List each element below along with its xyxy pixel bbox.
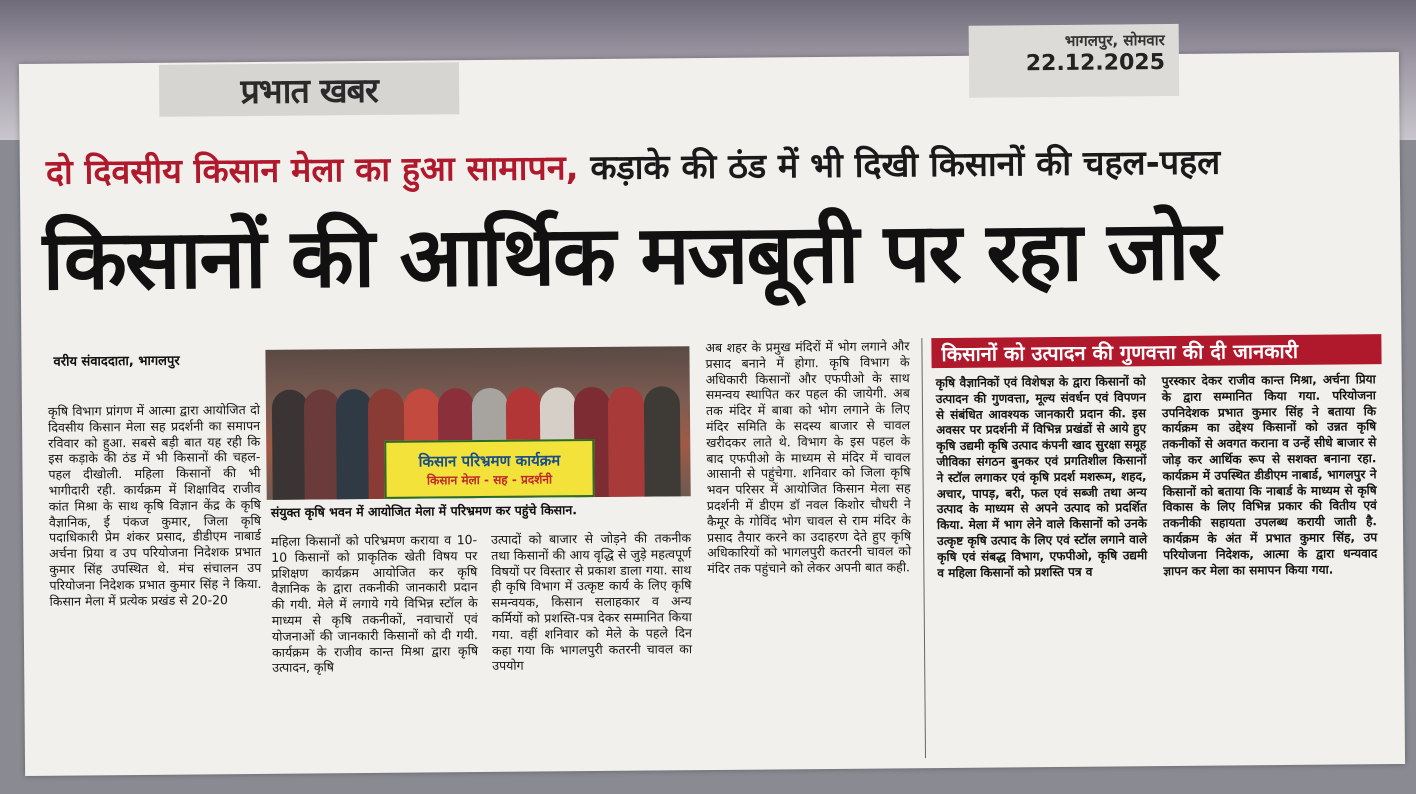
sidebar-column-1: कृषि वैज्ञानिकों एवं विशेषज्ञ के द्वारा किसानों को उत्पादन की गुणवत्ता, मूल्य संवर्धन एवं विपणन से संबंधित आवश्यक जानकारी प्रदान की. इस अवसर पर प्रदर्शनी में विभिन्न प्रखंडों से आये हुए कृषि उद्यमी कृषि उत्पाद कंपनी खाद सुरक्षा समूह जीविका संगठन बुनकर एवं प्रगतिशील किसानों ने स्टॉल लगाकर एवं कृषि प्रदर्श मशरूम, शहद, अचार, पापड़, बरी, फल एवं सब्जी तथा अन्य उत्पाद के माध्यम से अपने उत्पाद को प्रदर्शित किया. मेला में भाग लेने वाले किसानों को उनके उत्कृष्ट कृषि उत्पाद के लिए एवं स्टॉल लगाने वाले कृषि एवं संबद्ध विभाग, एफपीओ, कृषि उद्यमी व महिला किसानों को प्रशस्ति पत्र व — [935, 374, 1148, 580]
photo-banner-line2: किसान मेला - सह - प्रदर्शनी — [426, 471, 553, 487]
article-column-3: उत्पादों को बाजार से जोड़ने की तकनीक तथा किसानों की आय वृद्धि से जुड़े महत्वपूर्ण विषयों पर विस्तार से प्रकाश डाला गया. साथ ही कृषि विभाग में उत्कृष्ट कार्य के लिए कृषि समन्वयक, किसान सलाहकार व अन्य कर्मियों को प्रशस्ति-पत्र देकर सम्मानित किया गया. वहीं शनिवार को मेले के पहले दिन कहा गया कि भागलपुरी कतरनी चावल का उपयोग — [491, 530, 693, 674]
column-divider — [921, 338, 926, 758]
article-column-4: अब शहर के प्रमुख मंदिरों में भोग लगाने और प्रसाद बनाने में होगा. कृषि विभाग के अधिकारी किसानों और एफपीओ के साथ समन्वय स्थापित कर पहल की जायेगी. अब तक मंदिर में बाबा को भोग लगाने के लिए मंदिर समिति के सदस्य बाजार से चावल खरीदकर लाते थे. विभाग के इस पहल के बाद एफपीओ के माध्यम से मंदिर में चावल आसानी से पहुंचेगा. शनिवार को जिला कृषि भवन परिसर में आयोजित किसान मेला सह प्रदर्शनी में डीएम डॉ नवल किशोर चौधरी ने कैमूर के गोविंद भोग चावल से राम मंदिर के प्रसाद तैयार करने का उदाहरण देते हुए कृषि अधिकारियों को भागलपुरी कतरनी चावल को मंदिर तक पहुंचाने को लेकर अपनी बात कही. — [705, 338, 912, 577]
byline: वरीय संवाददाता, भागलपुर — [53, 353, 180, 370]
masthead-logo — [159, 62, 459, 117]
photo-banner — [384, 439, 594, 499]
photo-caption: संयुक्त कृषि भवन में आयोजित मेला में परिभ्रमण कर पहुंचे किसान. — [270, 502, 578, 520]
dateline — [969, 24, 1180, 98]
kicker-black: कड़ाके की ठंड में भी दिखी किसानों की चहल-पहल — [578, 142, 1221, 189]
sidebar-headline: किसानों को उत्पादन की गुणवत्ता की दी जानकारी — [931, 334, 1381, 368]
newspaper-clipping — [19, 31, 1405, 776]
logo-text: प्रभात खबर — [240, 70, 379, 113]
kicker-headline — [46, 136, 1386, 194]
kicker-red: दो दिवसीय किसान मेला का हुआ सामापन, — [45, 148, 579, 193]
event-photo — [265, 346, 690, 500]
main-headline: किसानों की आर्थिक मजबूती पर रहा जोर — [42, 203, 1220, 309]
sidebar-column-2: पुरस्कार देकर राजीव कान्त मिश्रा, अर्चना प्रिया के द्वारा सम्मानित किया गया. परियोजना उपनिदेशक प्रभात कुमार सिंह ने बताया कि कार्यक्रम का उद्देश्य किसानों को उन्नत कृषि तकनीकों से अवगत कराना व उन्हें सीधे बाजार से जोड़ कर आर्थिक रूप से सशक्त बनाना रहा. कार्यक्रम में उपस्थित डीडीएम नाबार्ड, भागलपुर ने किसानों को बताया कि नाबार्ड के माध्यम से कृषि विकास के लिए विभिन्न प्रकार की वितीय एवं तकनीकी सहायता उपलब्ध करायी जाती है. कार्यक्रम के अंत में प्रभात कुमार सिंह, उप परियोजना निदेशक, आत्मा के द्वारा धन्यवाद ज्ञापन कर मेला का समापन किया गया. — [1161, 372, 1378, 578]
dateline-place-day: भागलपुर, सोमवार — [1064, 31, 1165, 50]
article-column-1: कृषि विभाग प्रांगण में आत्मा द्वारा आयोजित दो दिवसीय किसान मेला सह प्रदर्शनी का समापन रविवार को हुआ. सबसे बड़ी बात यह रही कि इस कड़ाके की ठंड में भी किसानों की चहल-पहल दीखोली. महिला किसानों की भी भागीदारी रही. कार्यक्रम में शिक्षाविद राजीव कांत मिश्रा के साथ कृषि विज्ञान केंद्र के कृषि वैज्ञानिक, ई पंकज कुमार, जिला कृषि पदाधिकारी प्रेम शंकर प्रसाद, डीडीएम नाबार्ड अर्चना प्रिया व उप परियोजना निदेशक प्रभात कुमार सिंह उपस्थित थे. मंच संचालन उप परियोजना निदेशक प्रभात कुमार सिंह ने किया. किसान मेला में प्रत्येक प्रखंड से 20-20 — [47, 401, 262, 609]
photo-banner-line1: किसान परिभ्रमण कार्यक्रम — [418, 450, 561, 471]
dateline-date: 22.12.2025 — [1025, 50, 1166, 77]
article-column-2: महिला किसानों को परिभ्रमण कराया व 10-10 किसानों को प्राकृतिक खेती विषय पर प्रशिक्षण कार्यक्रम आयोजित कर कृषि वैज्ञानिक के द्वारा तकनीकी जानकारी प्रदान की गयी. मेले में लगाये गये विभिन्न स्टॉल के माध्यम से कृषि तकनीकों, नवाचारों एवं योजनाओं की जानकारी किसानों को दी गयी. कार्यक्रम के राजीव कान्त मिश्रा द्वारा कृषि उत्पादन, कृषि — [271, 532, 479, 676]
